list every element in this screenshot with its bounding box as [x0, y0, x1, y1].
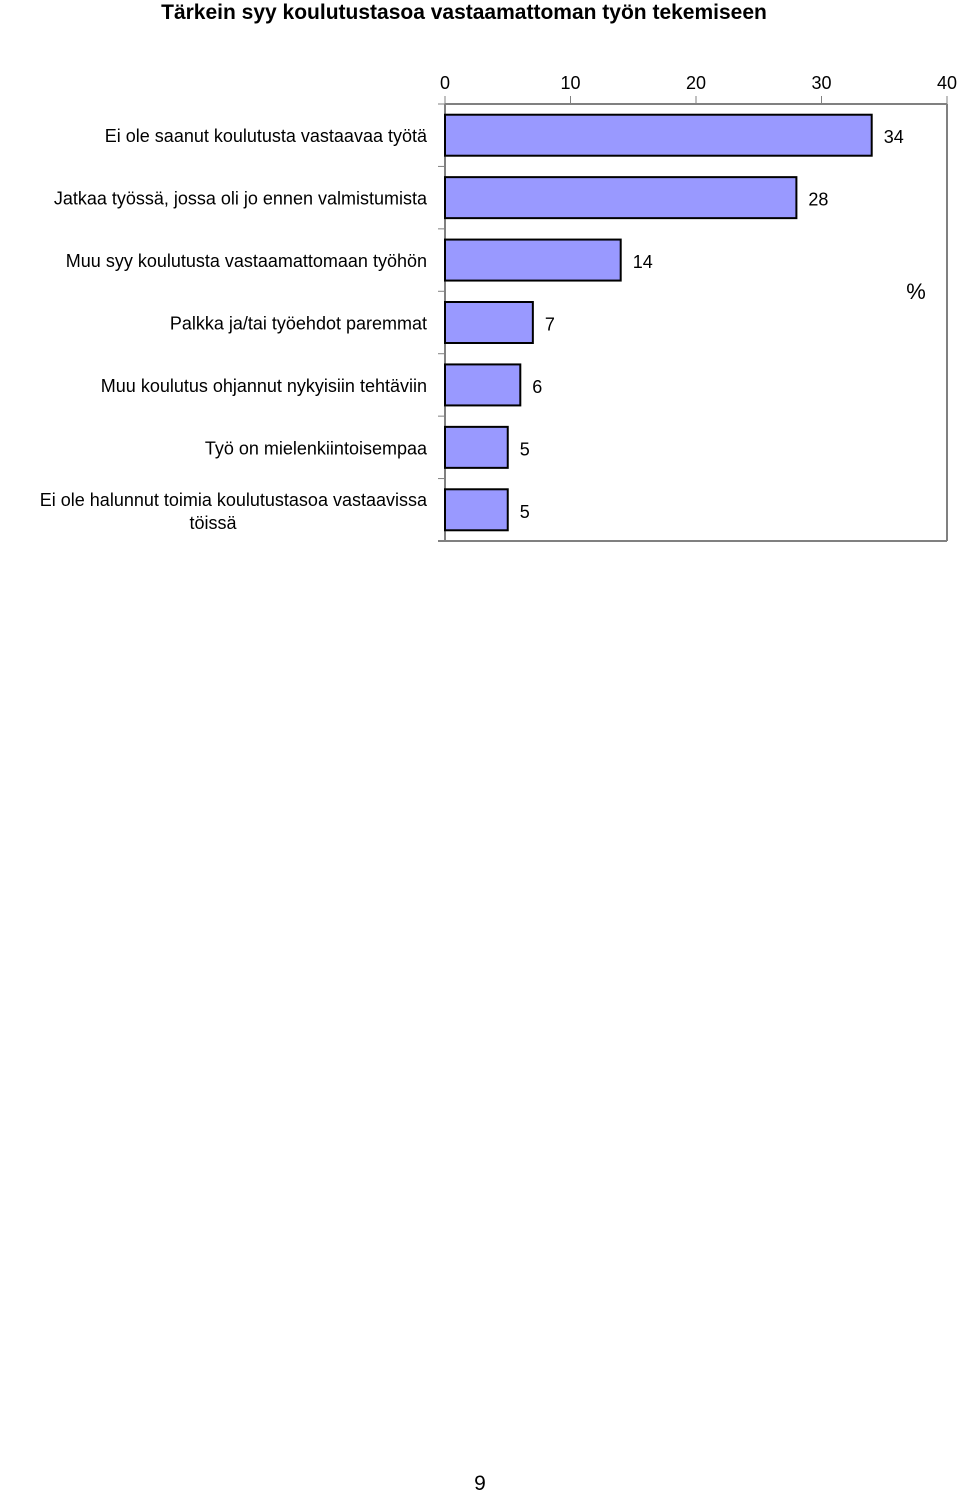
value-label: 28 [808, 189, 829, 210]
x-tick-label: 0 [439, 73, 451, 93]
value-label: 7 [544, 314, 555, 335]
bar [445, 427, 508, 468]
x-axis-ticks [440, 73, 957, 104]
value-label: 34 [883, 127, 904, 148]
x-tick-label: 40 [936, 73, 958, 93]
bar [445, 302, 533, 343]
category-labels [40, 126, 428, 533]
x-tick-label: 30 [811, 73, 832, 93]
value-label: 6 [532, 376, 543, 397]
bar-series [445, 115, 872, 531]
bar [445, 489, 508, 530]
category-label: Ei ole saanut koulutusta vastaavaa työtä [104, 126, 427, 147]
category-label: Työ on mielenkiintoisempaa [204, 438, 427, 459]
value-label: 5 [519, 439, 530, 460]
bar [445, 364, 520, 405]
x-tick-label: 10 [560, 73, 581, 93]
page-number: 9 [474, 1472, 486, 1495]
unit-label: % [906, 279, 926, 304]
category-label: Muu koulutus ohjannut nykyisiin tehtäviin [100, 375, 427, 396]
chart-title: Tärkein syy koulutustasoa vastaamattoman työn tekemiseen [161, 1, 767, 24]
value-label: 5 [519, 501, 530, 522]
category-label: Ei ole halunnut toimia koulutustasoa vastaavissa töissä [39, 489, 427, 533]
x-tick-label: 20 [685, 73, 707, 93]
category-label: Jatkaa työssä, jossa oli jo ennen valmistumista [53, 188, 427, 209]
bar [445, 240, 621, 281]
bar [445, 115, 872, 156]
bar-chart [0, 0, 960, 560]
value-label: 14 [632, 252, 653, 273]
bar [445, 177, 796, 218]
category-label: Palkka ja/tai työehdot paremmat [169, 313, 427, 334]
category-label: Muu syy koulutusta vastaamattomaan työhön [65, 251, 427, 272]
